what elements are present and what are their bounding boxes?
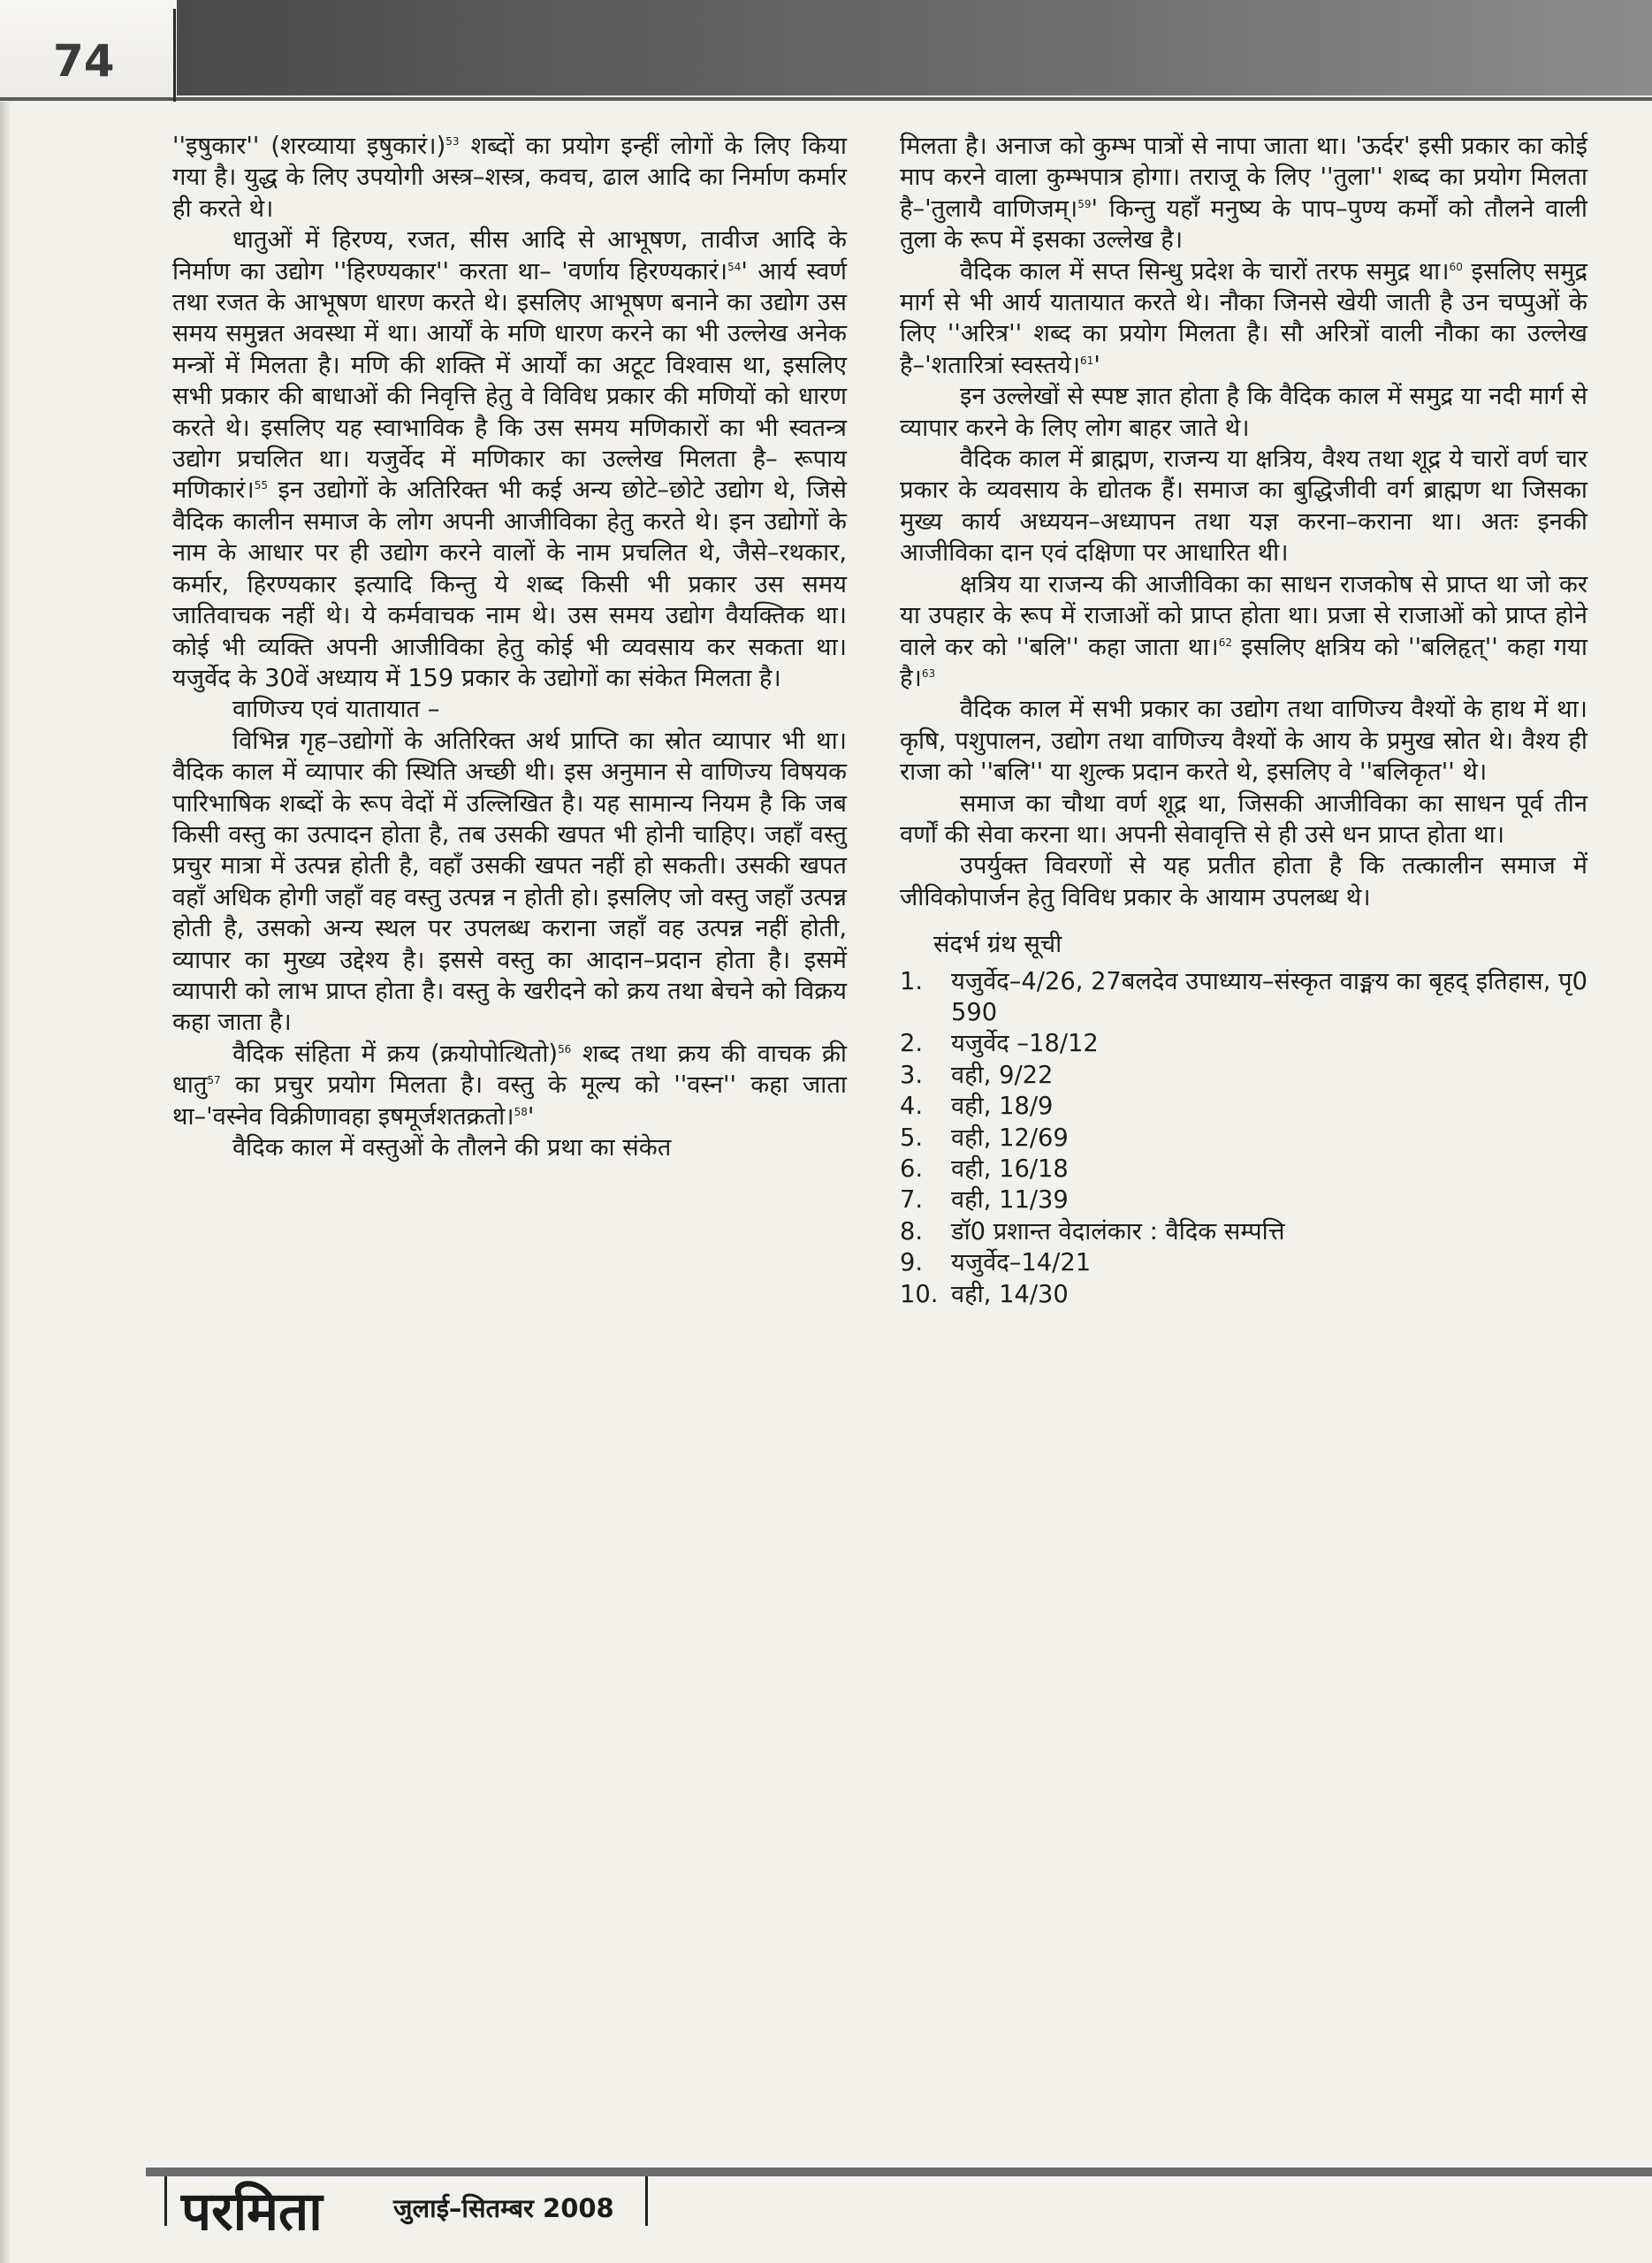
right-column-paragraph: वैदिक काल में ब्राह्मण, राजन्य या क्षत्रिय, वैश्य तथा शूद्र ये चारों वर्ण चार प्रकार के व्यवसाय के द्योतक हैं। समाज का बुद्धिजीवी वर्ग ब्राह्मण था जिसका मुख्य कार्य अध्ययन–अध्यापन तथा यज्ञ करना–कराना था। अतः इनकी आजीविका दान एवं दक्षिणा पर आधारित थी।	[900, 446, 1587, 568]
right-column	[900, 131, 1587, 1310]
footer-divider-right	[645, 2176, 648, 2226]
reference-text: वही, 12/69	[951, 1124, 1069, 1152]
reference-number: 2.	[900, 1030, 924, 1058]
header-rule	[0, 97, 1652, 101]
footer-divider-left	[164, 2176, 167, 2226]
header-dark-bar	[177, 0, 1652, 95]
reference-text: यजुर्वेद–14/21	[951, 1249, 1092, 1277]
right-column-paragraph: वैदिक काल में सभी प्रकार का उद्योग तथा वाणिज्य वैश्यों के हाथ में था। कृषि, पशुपालन, उद्योग तथा वाणिज्य वैश्यों के आय के प्रमुख स्रोत थे। वैश्य ही राजा को ''बलि'' या शुल्क प्रदान करते थे, इसलिए वे ''बलिकृत'' थे।	[900, 696, 1587, 787]
right-column-paragraph: वैदिक काल में सप्त सिन्धु प्रदेश के चारों तरफ समुद्र था।$^{60}$ इसलिए समुद्र मार्ग से भी आर्य यातायात करते थे। नौका जिनसे खेयी जाती है उन चप्पुओं के लिए ''अरित्र'' शब्द का प्रयोग मिलता है। सौ अरित्रों वाली नौका का उल्लेख है–'शतारित्रां स्वस्तये।$^{61}$'	[900, 257, 1588, 379]
reference-item	[900, 1060, 1587, 1091]
right-column-paragraph: इन उल्लेखों से स्पष्ट ज्ञात होता है कि वैदिक काल में समुद्र या नदी मार्ग से व्यापार करने के लिए लोग बाहर जाते थे।	[900, 383, 1587, 442]
issue-date: जुलाई–सितम्बर 2008	[393, 2193, 614, 2223]
right-column-paragraph: समाज का चौथा वर्ण शूद्र था, जिसकी आजीविका का साधन पूर्व तीन वर्णों की सेवा करना था। अपनी सेवावृत्ति से ही उसे धन प्राप्त होता था।	[900, 789, 1587, 849]
reference-text: डॉ0 प्रशान्त वेदालंकार : वैदिक सम्पत्ति	[951, 1217, 1285, 1246]
reference-item	[900, 1185, 1587, 1215]
reference-item	[900, 1154, 1587, 1185]
reference-number: 10.	[900, 1280, 939, 1308]
reference-text: वही, 9/22	[951, 1061, 1054, 1089]
reference-text: यजुर्वेद –18/12	[951, 1030, 1099, 1058]
left-column-paragraph: धातुओं में हिरण्य, रजत, सीस आदि से आभूषण, तावीज आदि के निर्माण का उद्योग ''हिरण्यकार'' करता था– 'वर्णाय हिरण्यकारं।$^{54}$' आर्य स्वर्ण तथा रजत के आभूषण धारण करते थे। इसलिए आभूषण बनाने का उद्योग उस समय समुन्नत अवस्था में था। आर्यों के मणि धारण करने का भी उल्लेख अनेक मन्त्रों में मिलता है। मणि की शक्ति में आर्यों का अटूट विश्वास था, इसलिए सभी प्रकार की बाधाओं की निवृत्ति हेतु वे विविध प्रकार की मणियों को धारण करते थे। इसलिए यह स्वाभाविक है कि उस समय मणिकारों का भी स्वतन्त्र उद्योग प्रचलित था। यजुर्वेद में मणिकार का उल्लेख मिलता है– रूपाय मणिकारं।$^{55}$ इन उद्योगों के अतिरिक्त भी कई अन्य छोटे–छोटे उद्योग थे, जिसे वैदिक कालीन समाज के लोग अपनी आजीविका हेतु करते थे। इन उद्योगों के नाम के आधार पर ही उद्योग करने वालों के नाम प्रचलित थे, जैसे–रथकार, कर्मार, हिरण्यकार इत्यादि किन्तु ये शब्द किसी भी प्रकार उस समय जातिवाचक नहीं थे। ये कर्मवाचक नाम थे। उस समय उद्योग वैयक्तिक था। कोई भी व्यक्ति अपनी आजीविका हेतु कोई भी व्यवसाय कर सकता था। यजुर्वेद के 30वें अध्याय में 159 प्रकार के उद्योगों का संकेत मिलता है।	[172, 226, 847, 692]
reference-text: वही, 11/39	[951, 1186, 1069, 1215]
reference-number: 1.	[900, 967, 924, 995]
references-title: संदर्भ ग्रंथ सूची	[933, 931, 1062, 959]
page-number: 74	[53, 35, 115, 87]
left-column	[172, 131, 847, 1163]
journal-logo: परमिता	[181, 2181, 323, 2243]
reference-number: 5.	[900, 1124, 924, 1152]
reference-text: वही, 14/30	[951, 1280, 1069, 1308]
reference-number: 8.	[900, 1217, 924, 1246]
reference-item	[900, 1123, 1587, 1154]
right-column-paragraph: क्षत्रिय या राजन्य की आजीविका का साधन राजकोष से प्राप्त था जो कर या उपहार के रूप में राजाओं को प्राप्त होता था। प्रजा से राजाओं को प्राप्त होने वाले कर को ''बलि'' कहा जाता था।$^{62}$ इसलिए क्षत्रिय को ''बलिहृत्'' कहा गया है।$^{63}$	[900, 570, 1587, 692]
left-column-paragraph: वैदिक काल में वस्तुओं के तौलने की प्रथा का संकेत	[232, 1134, 672, 1162]
reference-number: 6.	[900, 1155, 924, 1183]
references	[900, 929, 1587, 1310]
left-column-paragraph: वैदिक संहिता में क्रय (क्रयोपोत्थितो)$^{56}$ शब्द तथा क्रय की वाचक क्री धातु$^{57}$ का प्रचुर प्रयोग मिलता है। वस्तु के मूल्य को ''वस्न'' कहा जाता था–'वस्नेव विक्रीणावहा इषमूर्जशतक्रतो।$^{58}$'	[172, 1040, 848, 1131]
left-column-paragraph: वाणिज्य एवं यातायात –	[232, 696, 440, 724]
reference-number: 4.	[900, 1093, 924, 1121]
reference-list	[900, 966, 1587, 1310]
reference-item	[900, 966, 1587, 1029]
left-column-paragraph: ''इषुकार'' (शरव्याया इषुकारं।)$^{53}$ शब्दों का प्रयोग इन्हीं लोगों के लिए किया गया है। युद्ध के लिए उपयोगी अस्त्र–शस्त्र, कवच, ढाल आदि का निर्माण कर्मार ही करते थे।	[172, 133, 847, 223]
reference-item	[900, 1279, 1587, 1310]
reference-number: 3.	[900, 1061, 924, 1089]
left-column-paragraph: विभिन्न गृह–उद्योगों के अतिरिक्त अर्थ प्राप्ति का स्रोत व्यापार भी था। वैदिक काल में व्यापार की स्थिति अच्छी थी। इस अनुमान से वाणिज्य विषयक पारिभाषिक शब्दों के रूप वेदों में उल्लिखित है। यह सामान्य नियम है कि जब किसी वस्तु का उत्पादन होता है, तब उसकी खपत भी होनी चाहिए। जहाँ वस्तु प्रचुर मात्रा में उत्पन्न होती है, वहाँ उसकी खपत नहीं हो सकती। उसकी खपत वहाँ अधिक होगी जहाँ वह वस्तु उत्पन्न न होती हो। इसलिए जो वस्तु जहाँ उत्पन्न होती है, उसको अन्य स्थल पर उपलब्ध कराना जहाँ वह उत्पन्न नहीं होती, व्यापार का मुख्य उद्देश्य है। इससे वस्तु का आदान–प्रदान होता है। इसमें व्यापारी को लाभ प्राप्त होता है। वस्तु के खरीदने को क्रय तथा बेचने को विक्रय कहा जाता है।	[172, 727, 847, 1037]
footer-rule	[146, 2168, 1652, 2176]
header-divider	[173, 9, 176, 102]
right-column-paragraph: मिलता है। अनाज को कुम्भ पात्रों से नापा जाता था। 'ऊर्दर' इसी प्रकार का कोई माप करने वाला कुम्भपात्र होगा। तराजू के लिए ''तुला'' शब्द का प्रयोग मिलता है–'तुलायै वाणिजम्।$^{59}$' किन्तु यहाँ मनुष्य के पाप–पुण्य कर्मों को तौलने वाली तुला के रूप में इसका उल्लेख है।	[900, 133, 1587, 255]
right-column-paragraph: उपर्युक्त विवरणों से यह प्रतीत होता है कि तत्कालीन समाज में जीविकोपार्जन हेतु विविध प्रकार के आयाम उपलब्ध थे।	[900, 852, 1587, 911]
reference-text: वही, 18/9	[951, 1093, 1054, 1121]
reference-item	[900, 1247, 1587, 1278]
right-column-body	[900, 131, 1587, 913]
reference-text: वही, 16/18	[951, 1155, 1069, 1183]
page-edge-shadow	[0, 0, 11, 2263]
reference-number: 7.	[900, 1186, 924, 1215]
reference-text: यजुर्वेद–4/26, 27बलदेव उपाध्याय–संस्कृत वाङ्मय का बृहद् इतिहास, पृ0 590	[951, 967, 1587, 1026]
reference-item	[900, 1091, 1587, 1122]
reference-number: 9.	[900, 1249, 924, 1277]
reference-item	[900, 1028, 1587, 1059]
reference-item	[900, 1216, 1587, 1247]
